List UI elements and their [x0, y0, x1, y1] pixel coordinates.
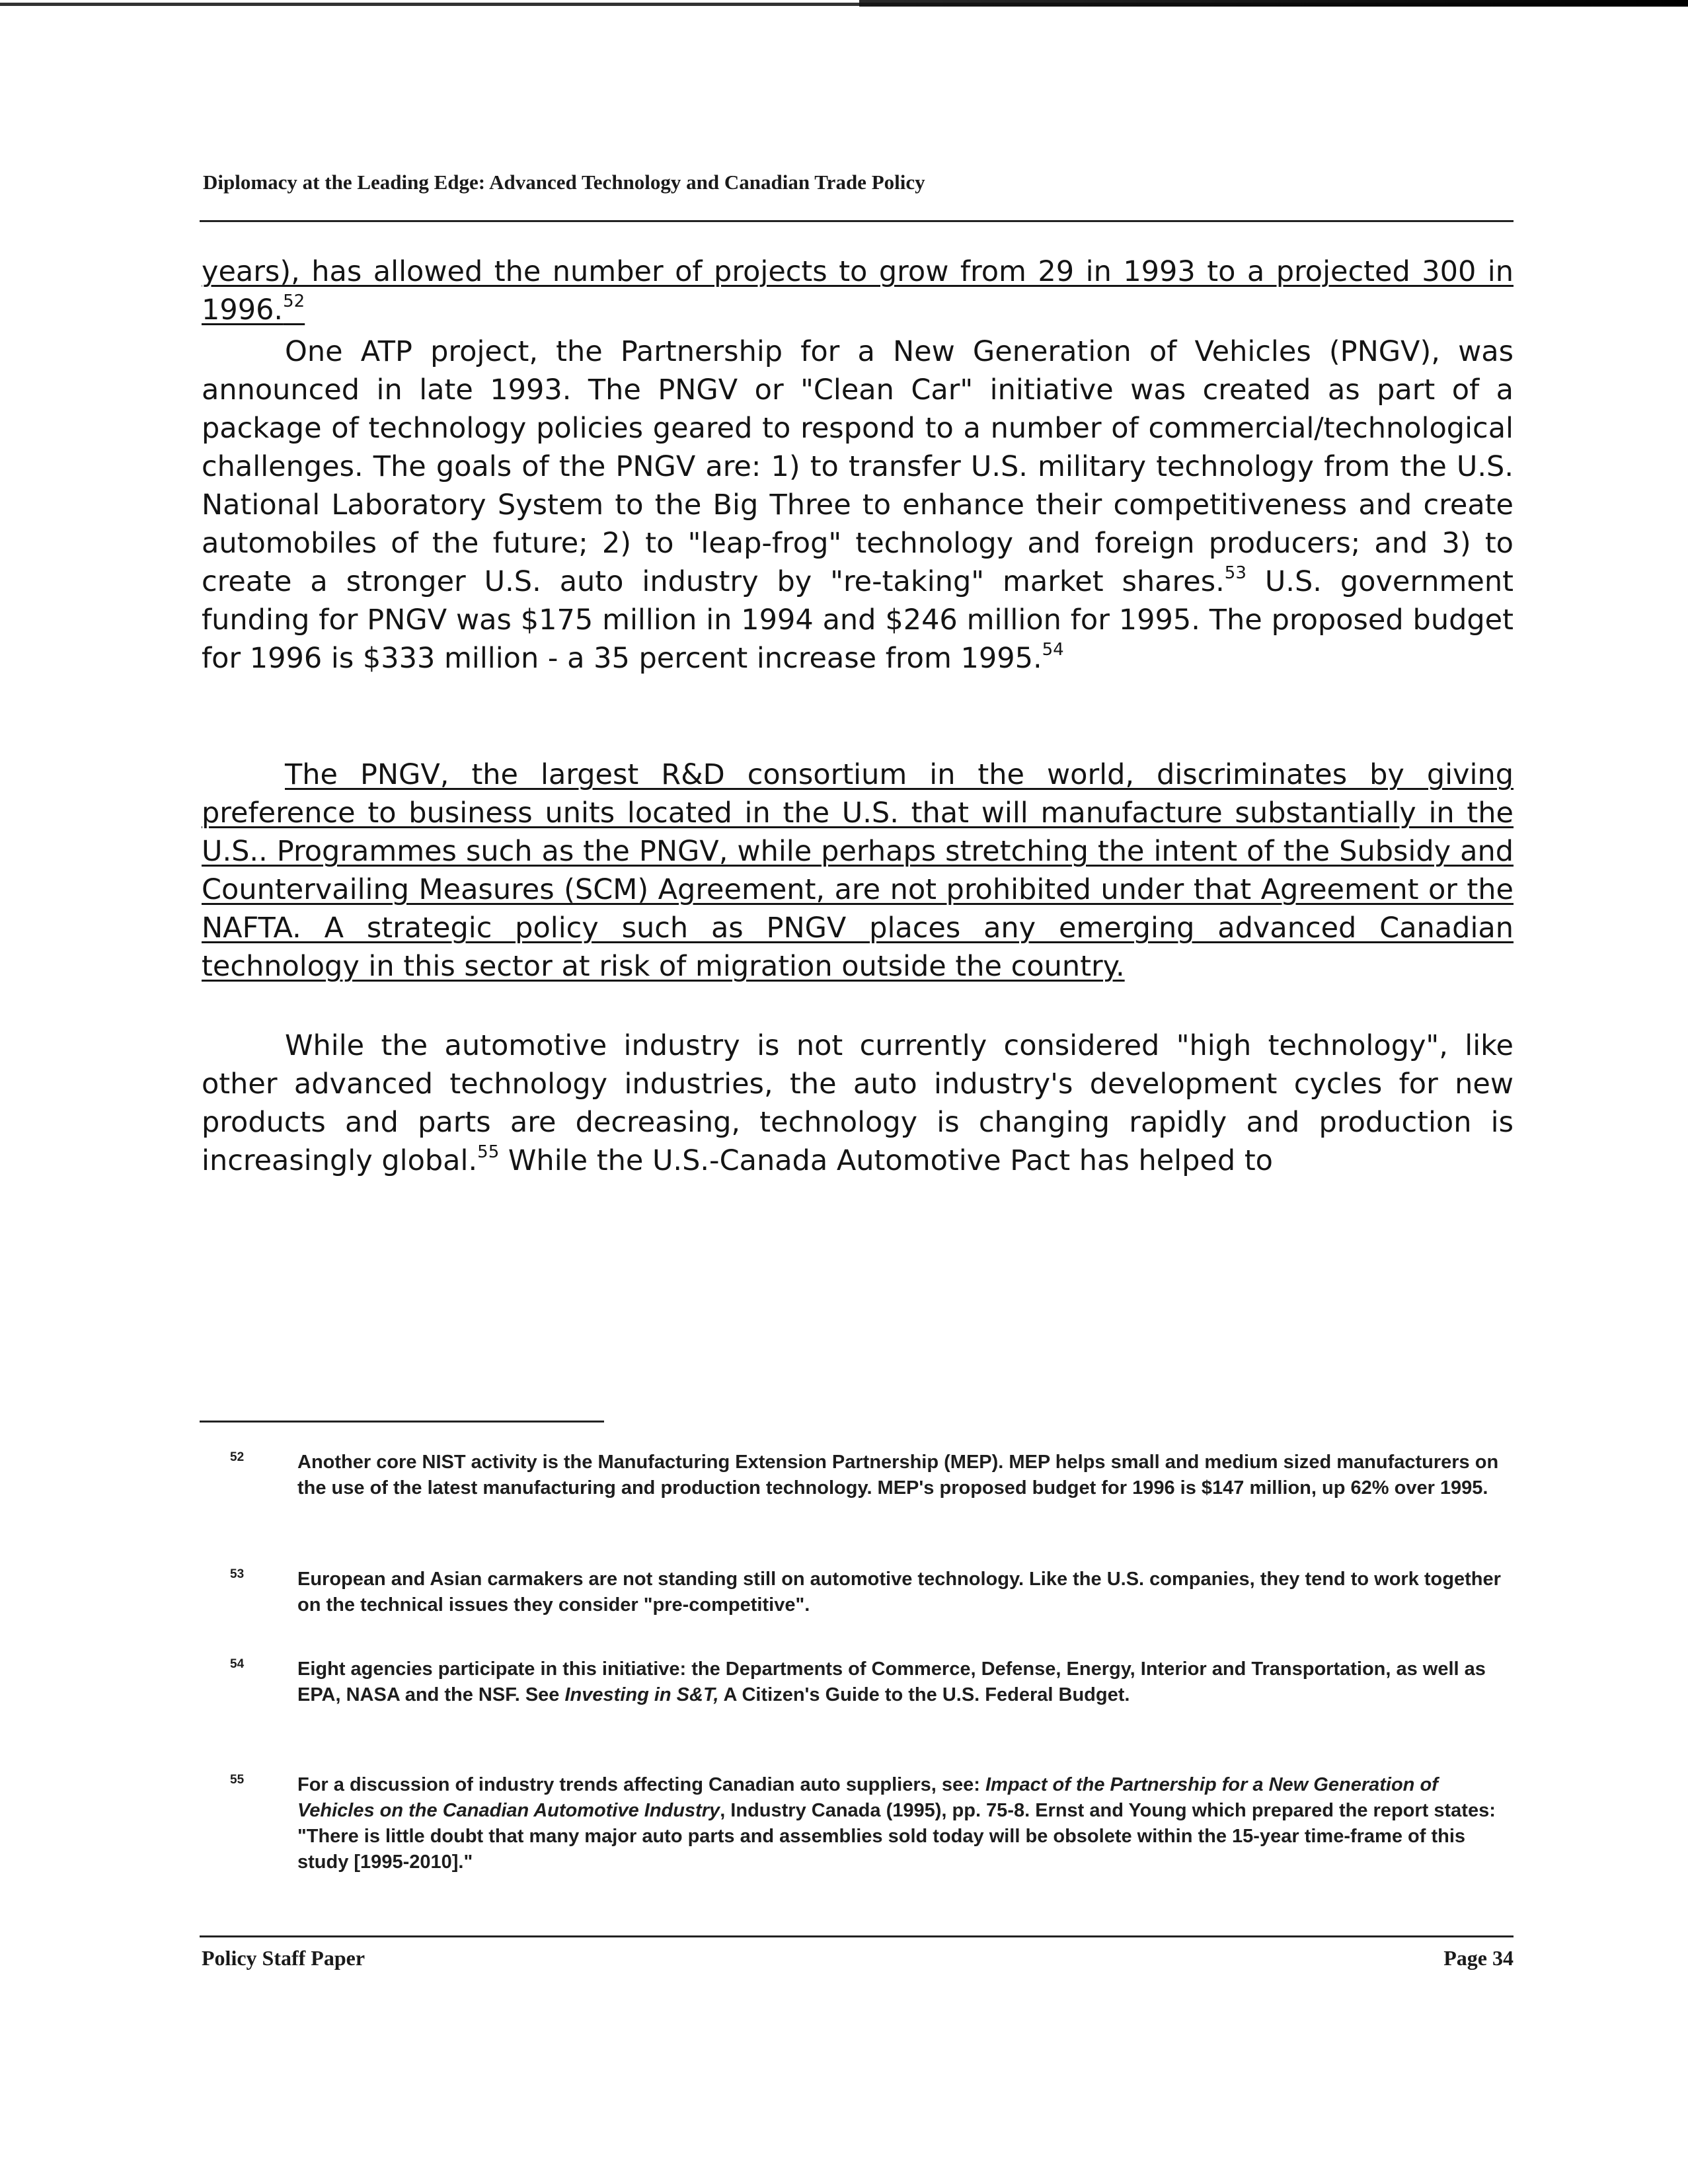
body-paragraph-2: [202, 332, 1514, 678]
footnote-ref-54[interactable]: 54: [1042, 639, 1064, 660]
body-paragraph-3: [202, 756, 1514, 986]
footnote-text-part: Eight agencies participate in this initiative: the Departments of Commerce, Defense, Energy, Interior and Transportation, as well as EPA, NASA and the NSF. See: [297, 1658, 1486, 1705]
footnote-ref-53[interactable]: 53: [1224, 563, 1247, 583]
paragraph-text: years), has allowed the number of projects to grow from 29 in 1993 to a projected 300 in 1996.: [202, 255, 1514, 327]
paragraph-text: While the automotive industry is not currently considered "high technology", like other advanced technology industries, the auto industry's development cycles for new products and parts are decreasing, technology is changing rapidly and production is increasingly global.: [202, 1029, 1514, 1177]
body-paragraph-1: [202, 253, 1514, 329]
footnote-number: 53: [230, 1567, 245, 1581]
footer-rule: [200, 1935, 1514, 1937]
body-paragraph-4: [202, 1027, 1514, 1180]
footnote-text-part: A Citizen's Guide to the U.S. Federal Budget.: [718, 1684, 1130, 1705]
header-rule: [200, 220, 1514, 222]
footnote-text: [297, 1772, 1514, 1875]
paragraph-text: The PNGV, the largest R&D consortium in the world, discriminates by giving preference to business units located in the U.S. that will manufacture substantially in the U.S.. Programmes such as the PNGV, while perhaps stretching the intent of the Subsidy and Countervailing Measures (SCM) Agreement, are not prohibited under that Agreement or the NAFTA. A strategic policy such as PNGV places any emerging advanced Canadian technology in this sector at risk of migration outside the country.: [202, 758, 1514, 983]
running-header: Diplomacy at the Leading Edge: Advanced Technology and Canadian Trade Policy: [203, 171, 925, 194]
cited-title: Investing in S&T,: [564, 1684, 719, 1705]
scan-edge-shade: [859, 0, 1688, 7]
paragraph-text: U.S. government funding for PNGV was $175 million in 1994 and $246 million for 1995. The proposed budget for 1996 is $333 million - a 35 percent increase from 1995.: [202, 565, 1514, 675]
footnote-separator: [200, 1421, 604, 1423]
footnote-text-part: For a discussion of industry trends affecting Canadian auto suppliers, see:: [297, 1774, 985, 1795]
footnote-ref-55[interactable]: 55: [477, 1142, 500, 1162]
footnote-number: 52: [230, 1450, 245, 1464]
cited-title: Impact of the Partnership for a New Generation of Vehicles on the Canadian Automotive Industry: [297, 1774, 1438, 1821]
footnote-text: Another core NIST activity is the Manufacturing Extension Partnership (MEP). MEP helps small and medium sized manufacturers on the use of the latest manufacturing and production technology. MEP's proposed budget for 1996 is $147 million, up 62% over 1995.: [297, 1452, 1499, 1499]
paragraph-text: One ATP project, the Partnership for a New Generation of Vehicles (PNGV), was announced in late 1993. The PNGV or "Clean Car" initiative was created as part of a package of technology policies geared to respond to a number of commercial/technological challenges. The goals of the PNGV are: 1) to transfer U.S. military technology from the U.S. National Laboratory System to the Big Three to enhance their competitiveness and create automobiles of the future; 2) to "leap-frog" technology and foreign producers; and 3) to create a stronger U.S. auto industry by "re-taking" market shares.: [202, 335, 1514, 598]
footnote-text: [297, 1657, 1514, 1708]
footnote-number: 54: [230, 1657, 245, 1671]
footnote-text-part: , Industry Canada (1995), pp. 75-8. Ernst and Young which prepared the report states: "There is little doubt that many major auto parts and assemblies sold today will be obsolete within the 15-year time-frame of this study [1995-2010].": [297, 1800, 1496, 1873]
footnote-text: European and Asian carmakers are not standing still on automotive technology. Like the U.S. companies, they tend to work together on the technical issues they consider "pre-competitive".: [297, 1569, 1501, 1616]
footer-series-title: Policy Staff Paper: [202, 1946, 365, 1970]
paragraph-text: While the U.S.-Canada Automotive Pact has helped to: [499, 1144, 1273, 1177]
page-number: Page 34: [1443, 1946, 1514, 1970]
footnote-number: 55: [230, 1773, 245, 1787]
footnote-ref-52[interactable]: 52: [283, 291, 305, 311]
scan-edge-bar: [0, 0, 1688, 7]
